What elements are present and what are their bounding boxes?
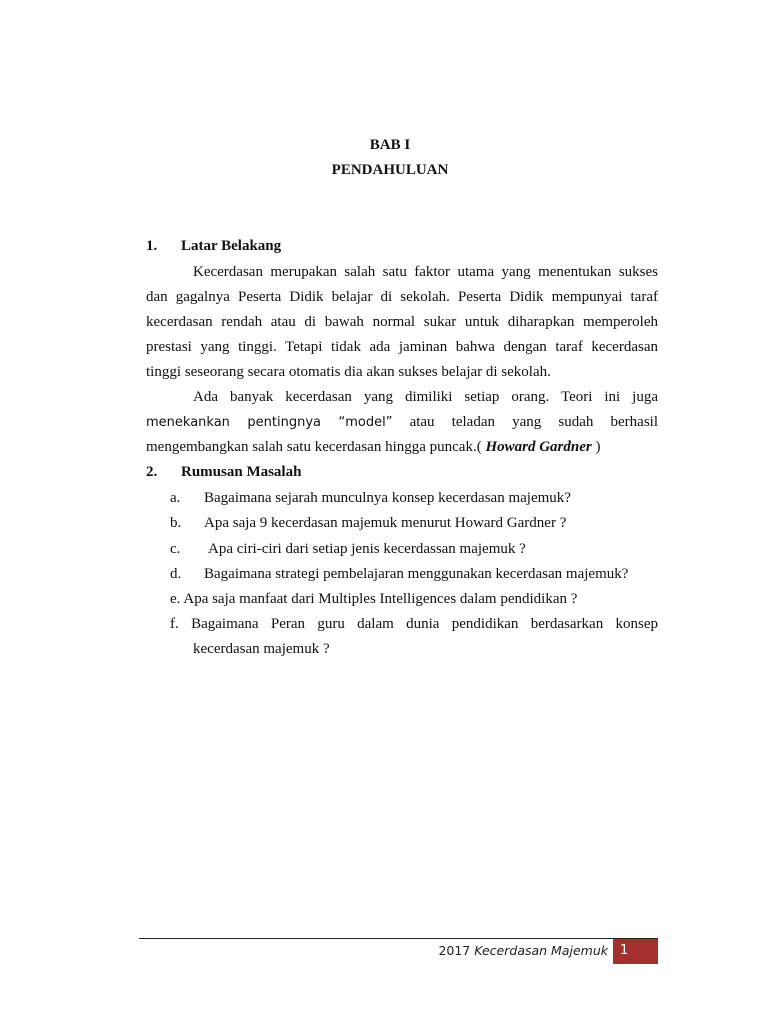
page-number-badge <box>613 939 658 964</box>
section-number: 1. <box>146 238 158 254</box>
list-item-text: Bagaimana sejarah munculnya konsep kecerdasan majemuk? <box>204 490 571 506</box>
chapter-title: PENDAHULUAN <box>331 162 449 178</box>
sans-text-run: menekankan pentingnya “model” <box>146 415 393 430</box>
section-title: Latar Belakang <box>181 238 282 254</box>
paragraph-line: kecerdasan rendah atau di bawah normal sukar untuk diharapkan memperoleh <box>146 314 658 330</box>
paragraph-line: prestasi yang tinggi. Tetapi tidak ada jaminan bahwa dengan taraf kecerdasan <box>146 339 658 355</box>
footer-divider <box>139 938 658 939</box>
list-item-text: Bagaimana Peran guru dalam dunia pendidikan berdasarkan konsep <box>191 616 659 632</box>
list-item <box>170 614 658 634</box>
paragraph-text-run: atau teladan yang sudah berhasil <box>409 414 658 430</box>
list-item <box>170 513 566 533</box>
paragraph-line: Ada banyak kecerdasan yang dimiliki setiap orang. Teori ini juga <box>193 389 658 405</box>
section-number: 2. <box>146 464 158 480</box>
citation-author: Howard Gardner <box>485 439 592 455</box>
paragraph-line: dan gagalnya Peserta Didik belajar di sekolah. Peserta Didik mempunyai taraf <box>146 289 658 305</box>
footer-year: 2017 <box>438 943 471 958</box>
list-item <box>170 488 571 508</box>
list-item-letter: a. <box>170 490 181 506</box>
list-item <box>170 539 526 559</box>
list-item-text: Bagaimana strategi pembelajaran menggunakan kecerdasan majemuk? <box>204 566 629 582</box>
footer-running-title <box>438 942 608 960</box>
list-item-text: Apa saja manfaat dari Multiples Intelligences dalam pendidikan ? <box>183 591 578 607</box>
list-item-letter: e. <box>170 591 181 607</box>
footer-title: Kecerdasan Majemuk <box>474 943 608 958</box>
chapter-label: BAB I <box>369 137 411 153</box>
list-item-text: Apa saja 9 kecerdasan majemuk menurut Howard Gardner ? <box>204 515 567 531</box>
paragraph-line: Kecerdasan merupakan salah satu faktor utama yang menentukan sukses <box>193 264 658 280</box>
list-item-letter: d. <box>170 566 182 582</box>
paragraph-line <box>146 437 658 457</box>
section-heading-rumusan-masalah <box>146 462 658 482</box>
list-item <box>170 589 577 609</box>
paragraph-text-run: mengembangkan salah satu kecerdasan hingga puncak.( <box>146 439 482 455</box>
list-item-continuation: kecerdasan majemuk ? <box>193 641 330 657</box>
list-item-letter: b. <box>170 515 182 531</box>
section-heading-latar-belakang <box>146 236 658 256</box>
list-item-text: Apa ciri-ciri dari setiap jenis kecerdassan majemuk ? <box>208 541 526 557</box>
paragraph-line: tinggi seseorang secara otomatis dia akan sukses belajar di sekolah. <box>146 364 551 380</box>
list-item <box>170 564 628 584</box>
paragraph-line <box>146 412 658 433</box>
citation-close: ) <box>595 439 601 455</box>
list-item-letter: f. <box>170 616 179 632</box>
section-title: Rumusan Masalah <box>181 464 302 480</box>
page-number: 1 <box>620 943 629 958</box>
list-item-letter: c. <box>170 541 181 557</box>
